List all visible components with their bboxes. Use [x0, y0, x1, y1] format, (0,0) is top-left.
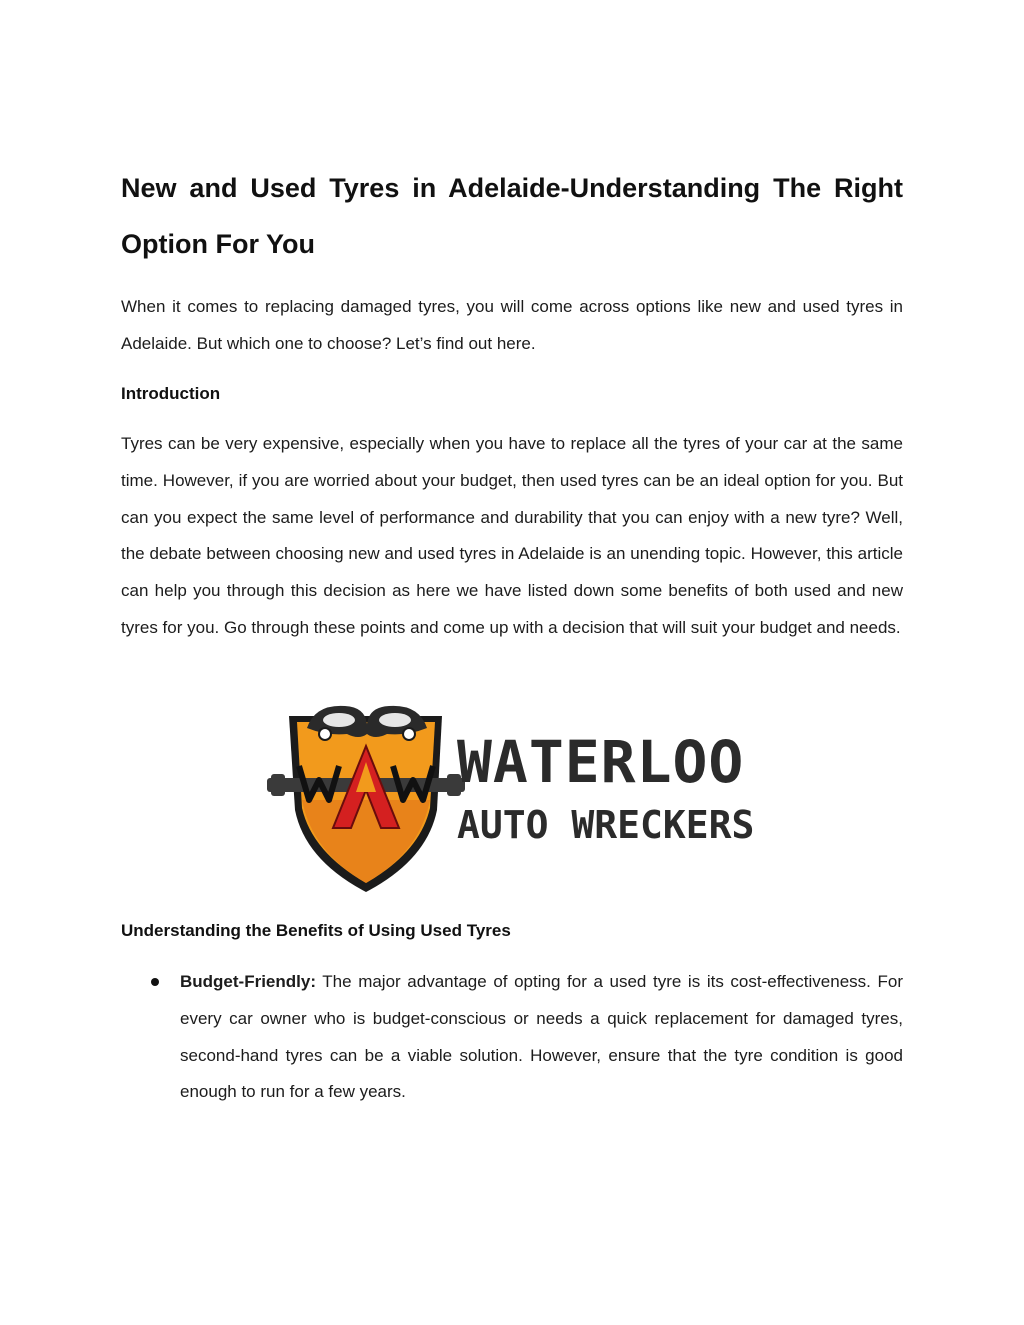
logo-line2-text: AUTO WRECKERS [457, 803, 755, 847]
bullet-label: Budget-Friendly: [180, 972, 316, 991]
waterloo-auto-wreckers-logo [267, 700, 767, 895]
list-item [121, 964, 903, 1111]
logo-line1-text: WATERLOO [457, 728, 745, 796]
logo-graphic [267, 700, 767, 895]
section-heading-introduction: Introduction [121, 384, 221, 403]
bullet-icon [151, 978, 159, 986]
page-title: New and Used Tyres in Adelaide-Understanding The Right Option For You [121, 173, 903, 259]
shield-emblem [267, 706, 465, 892]
bullet-text: The major advantage of opting for a used tyre is its cost-effectiveness. For every car owner who is budget-conscious or needs a quick replacement for damaged tyres, second-hand tyres can be a viable solution. However, ensure that the tyre condition is good enough to run for a few years. [180, 972, 903, 1102]
benefits-list [121, 964, 903, 1111]
intro-paragraph: When it comes to replacing damaged tyres, you will come across options like new and used tyres in Adelaide. But which one to choose? Let’s find out here. [121, 297, 903, 353]
section-heading-used-tyres-benefits: Understanding the Benefits of Using Used Tyres [121, 921, 511, 940]
introduction-paragraph: Tyres can be very expensive, especially when you have to replace all the tyres of your car at the same time. However, if you are worried about your budget, then used tyres can be an ideal option for you. But can you expect the same level of performance and durability that you can enjoy with a new tyre? Well, the debate between choosing new and used tyres in Adelaide is an unending topic. However, this article can help you through this decision as here we have listed down some benefits of both used and new tyres for you. Go through these points and come up with a decision that will suit your budget and needs. [121, 434, 903, 637]
